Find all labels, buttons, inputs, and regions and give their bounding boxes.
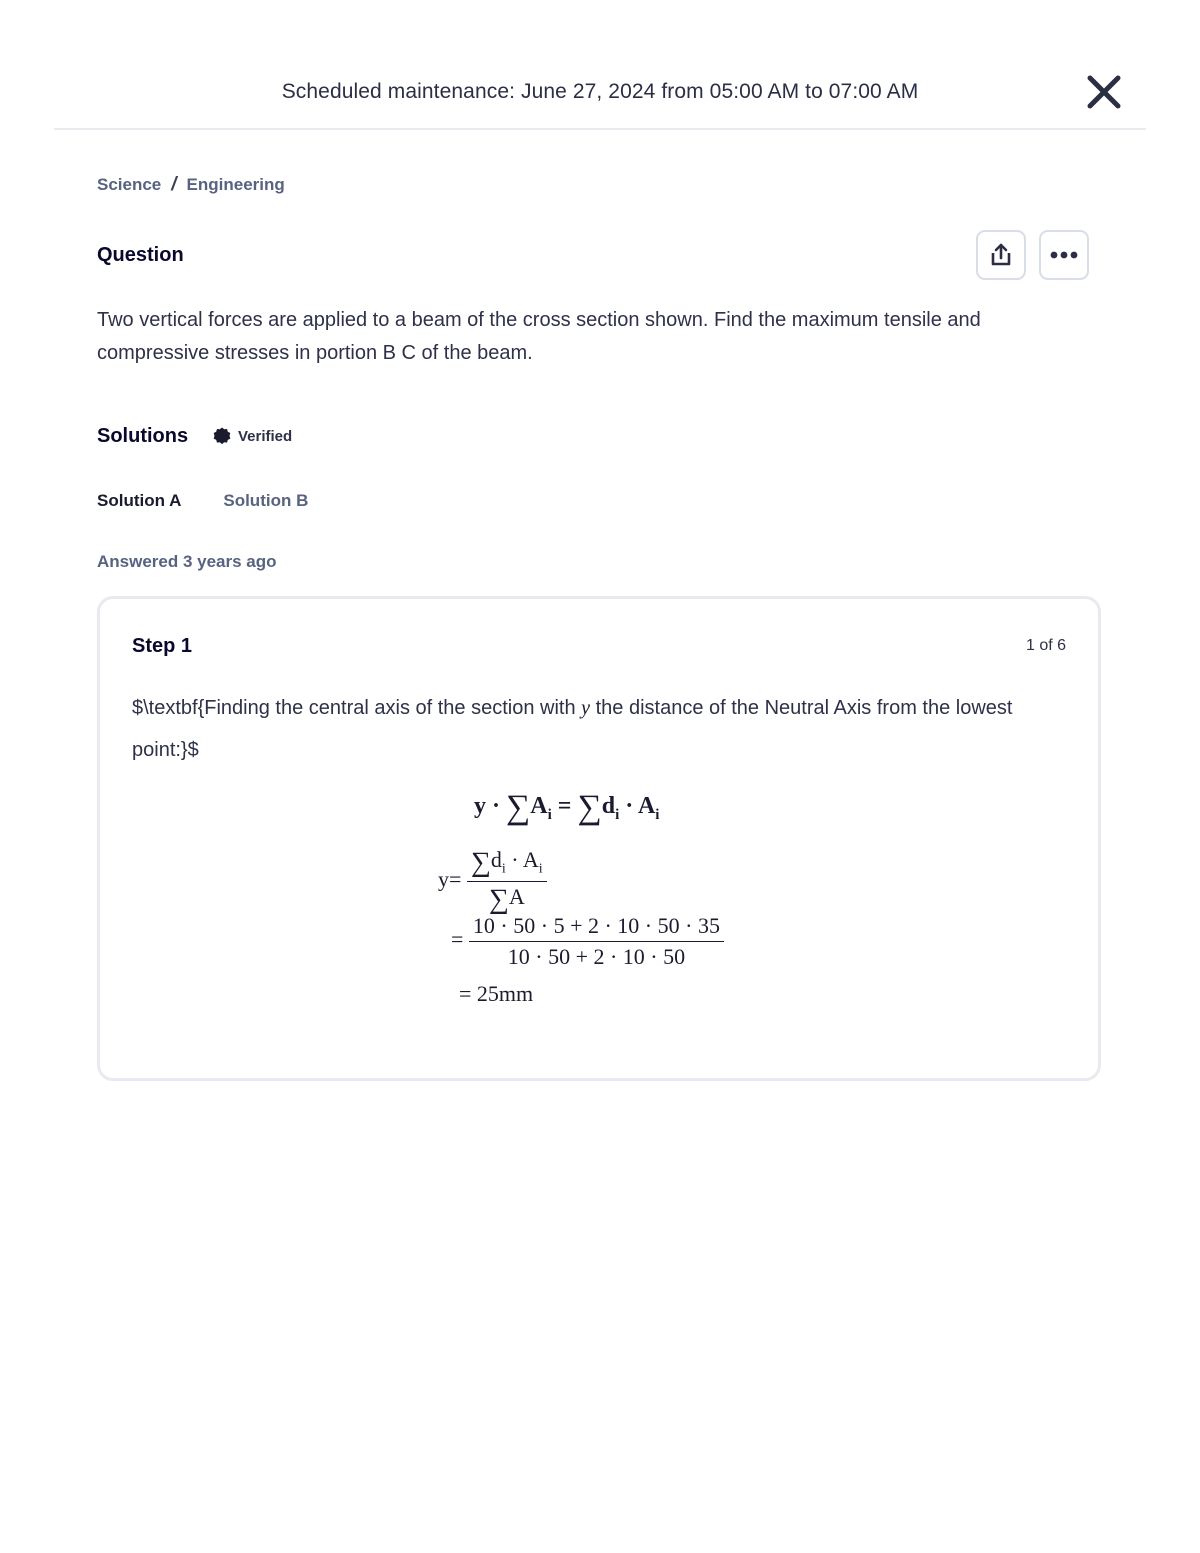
share-icon <box>987 241 1015 269</box>
solutions-heading: Solutions <box>97 425 189 447</box>
maintenance-banner-text: Scheduled maintenance: June 27, 2024 from 05:00 AM to 07:00 AM <box>281 80 919 103</box>
question-heading: Question <box>97 244 184 266</box>
equation-2: y= $\frac{\sum d_i \cdot A_i}{\sum A}$ <box>438 847 547 916</box>
step-title: Step 1 <box>132 635 193 657</box>
solution-tabs <box>97 491 308 511</box>
close-icon[interactable] <box>1084 72 1124 112</box>
step-text-pre: $\textbf{Finding the central axis of the section with <box>132 697 582 719</box>
tab-solution-a[interactable]: Solution A <box>97 491 182 510</box>
tab-solution-b[interactable]: Solution B <box>223 491 309 510</box>
verified-icon <box>213 427 231 445</box>
more-options-button[interactable] <box>1039 230 1089 280</box>
step-counter: 1 of 6 <box>1025 637 1066 654</box>
step-card <box>97 596 1101 1081</box>
more-options-icon <box>1049 250 1079 260</box>
step-text-variable: y <box>581 697 591 719</box>
maintenance-banner <box>54 58 1146 130</box>
equation-4: = 25mm <box>459 981 534 1006</box>
verified-label: Verified <box>238 427 293 445</box>
question-text: Two vertical forces are applied to a beam of the cross section shown. Find the maximum tensile and compressive stresses in portion B C of the beam. <box>97 309 981 364</box>
equation-1: $y \cdot \sum A_i = \sum d_i \cdot A_i$ <box>474 789 660 826</box>
share-button[interactable] <box>976 230 1026 280</box>
breadcrumb-engineering[interactable]: Engineering <box>186 175 285 194</box>
equation-3: = $\frac{10 \cdot 50 \cdot 5 + 2 \cdot 10 \cdot 50 \cdot 35}{10 \cdot 50 + 2 \cdot 10 \cdot 50}$ <box>451 913 724 970</box>
breadcrumb-separator: / <box>171 174 177 195</box>
step-text <box>132 687 1052 771</box>
breadcrumb-science[interactable]: Science <box>97 175 162 194</box>
breadcrumb <box>97 174 285 196</box>
verified-badge <box>213 427 292 445</box>
step-text-post: the distance of the Neutral Axis from the lowest point:}$ <box>132 697 1013 761</box>
answered-timestamp: Answered 3 years ago <box>97 552 277 571</box>
